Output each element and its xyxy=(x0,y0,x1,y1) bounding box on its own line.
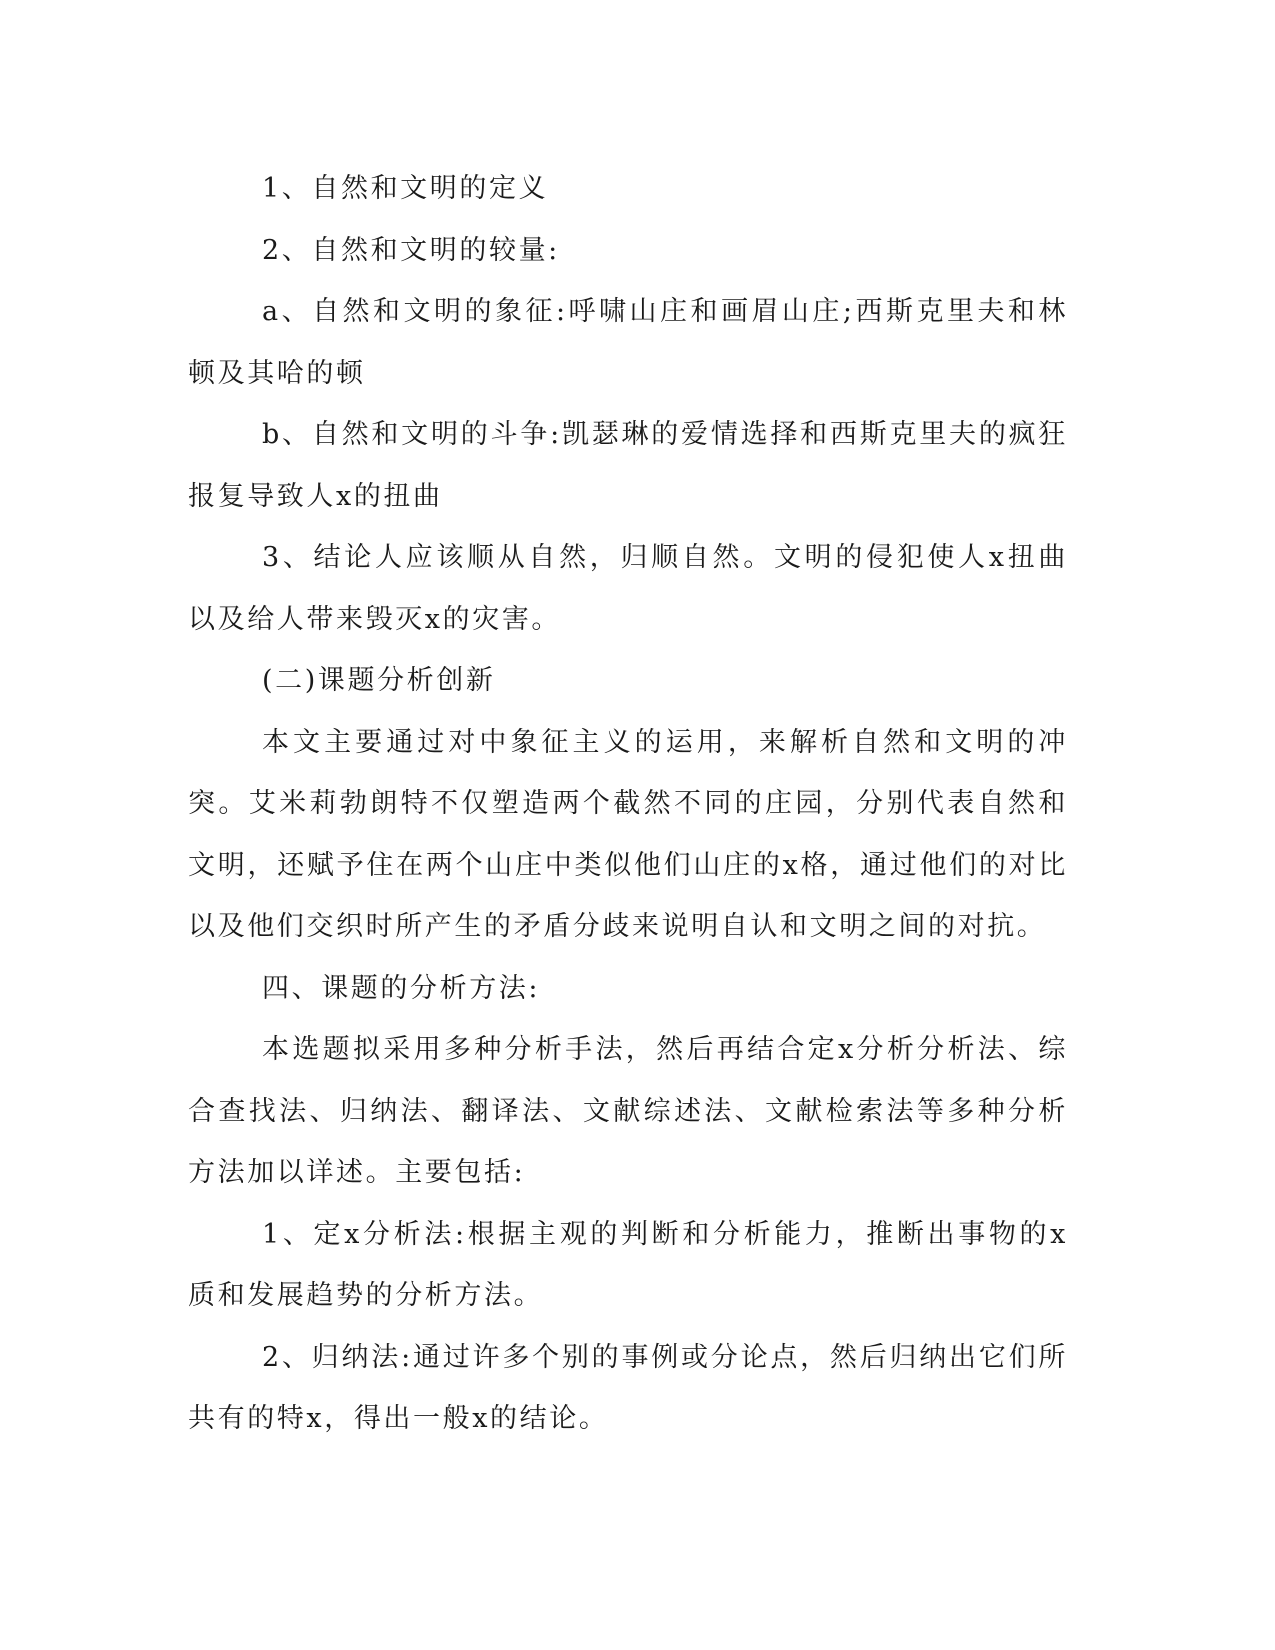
paragraph-innovation: 本文主要通过对中象征主义的运用，来解析自然和文明的冲突。艾米莉勃朗特不仅塑造两个截然不同的庄园，分别代表自然和文明，还赋予住在两个山庄中类似他们山庄的x格，通过他们的对比以及他们交织时所产生的矛盾分歧来说明自认和文明之间的对抗。 xyxy=(188,726,1068,942)
paragraph-method-induction: 2、归纳法:通过许多个别的事例或分论点，然后归纳出它们所共有的特x，得出一般x的结论。 xyxy=(188,1341,1068,1434)
document-body xyxy=(188,158,1068,1450)
paragraph-methods-intro: 本选题拟采用多种分析手法，然后再结合定x分析分析法、综合查找法、归纳法、翻译法、文献综述法、文献检索法等多种分析方法加以详述。主要包括: xyxy=(188,1034,1068,1188)
paragraph-struggle: b、自然和文明的斗争:凯瑟琳的爱情选择和西斯克里夫的疯狂报复导致人x的扭曲 xyxy=(188,419,1068,512)
paragraph-contest: 2、自然和文明的较量: xyxy=(262,234,560,266)
paragraph-symbols: a、自然和文明的象征:呼啸山庄和画眉山庄;西斯克里夫和林顿及其哈的顿 xyxy=(188,296,1068,389)
section-heading-methods: 四、课题的分析方法: xyxy=(262,972,541,1004)
paragraph-conclusion: 3、结论人应该顺从自然，归顺自然。文明的侵犯使人x扭曲以及给人带来毁灭x的灾害。 xyxy=(188,542,1068,635)
section-heading-innovation: (二)课题分析创新 xyxy=(262,665,496,696)
paragraph-method-qualitative: 1、定x分析法:根据主观的判断和分析能力，推断出事物的x质和发展趋势的分析方法。 xyxy=(188,1218,1068,1311)
paragraph-definition: 1、自然和文明的定义 xyxy=(262,173,549,204)
